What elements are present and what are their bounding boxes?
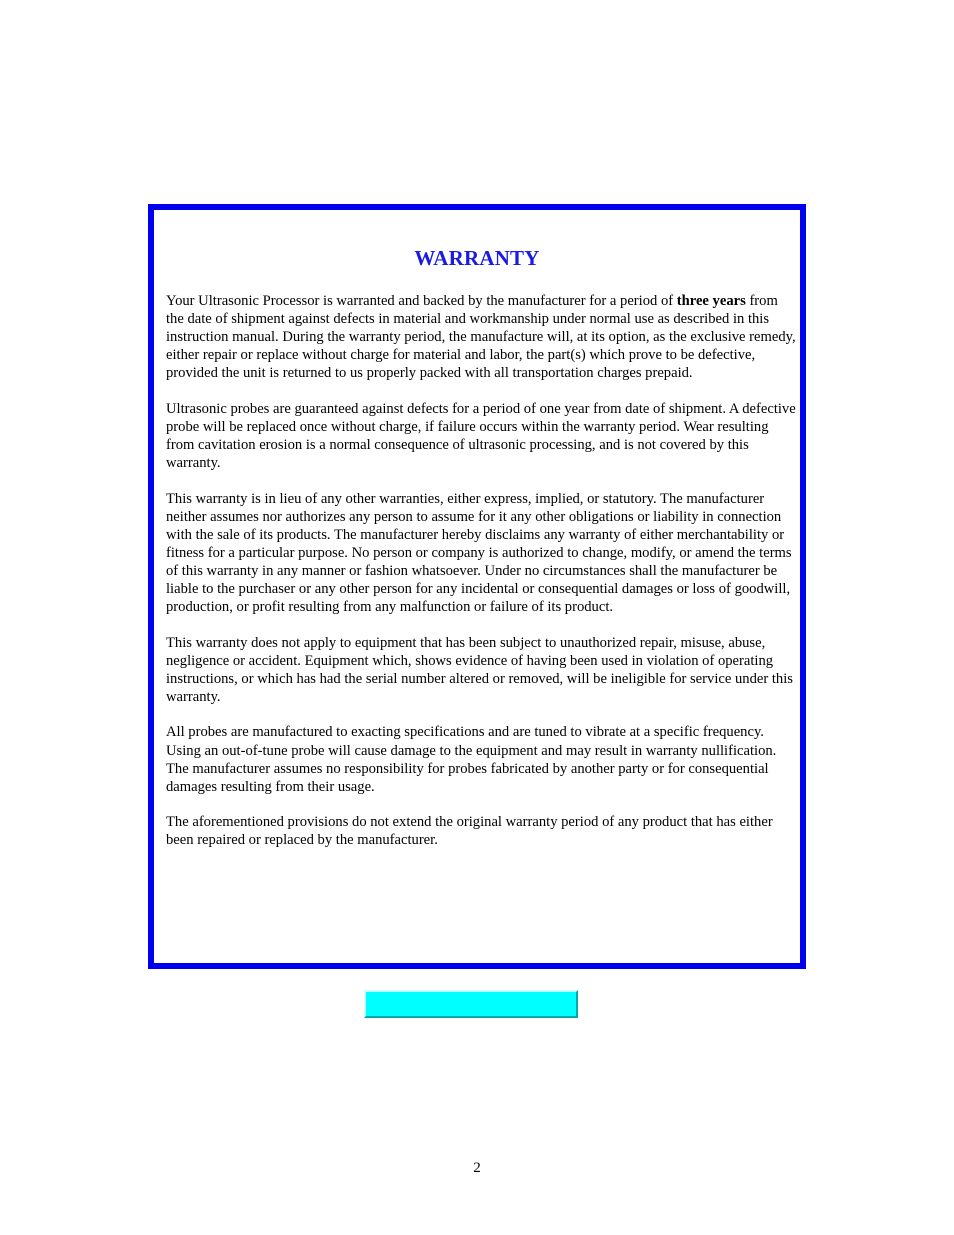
warranty-paragraph-5: All probes are manufactured to exacting specifications and are tuned to vibrate at a specific frequency. Using an out-of-tune probe will cause damage to the equipment and may result in warranty nullification. The manufacturer assumes no responsibility for probes fabricated by another party or for consequential damages resulting from their usage.: [166, 724, 777, 795]
warranty-paragraph-1: [166, 292, 796, 382]
warranty-box: [148, 204, 806, 969]
warranty-paragraph-1-start: Your Ultrasonic Processor is warranted and backed by the manufacturer for a period of: [166, 293, 677, 309]
warranty-paragraph-3: This warranty is in lieu of any other warranties, either express, implied, or statutory. The manufacturer neither assumes nor authorizes any person to assume for it any other obligations or liability in connection with the sale of its products. The manufacturer hereby disclaims any warranty of either merchantability or fitness for a particular purpose. No person or company is authorized to change, modify, or amend the terms of this warranty in any manner or fashion whatsoever. Under no circumstances shall the manufacturer be liable to the purchaser or any other person for any incidental or consequential damages or loss of goodwill, production, or profit resulting from any malfunction or failure of its product.: [166, 490, 792, 616]
page-number: 2: [473, 1160, 481, 1176]
warranty-paragraph-4: This warranty does not apply to equipment that has been subject to unauthorized repair, misuse, abuse, negligence or accident. Equipment which, shows evidence of having been used in violation of operating instructions, or which has had the serial number altered or removed, will be ineligible for service under this warranty.: [166, 634, 793, 705]
warranty-period-bold: three years: [676, 293, 746, 309]
cyan-button[interactable]: [364, 990, 578, 1018]
warranty-paragraph-1-end: from the date of shipment against defects in material and workmanship under normal use as described in this instruction manual. During the warranty period, the manufacture will, at its option, as the exclusive remedy, either repair or replace without charge for material and labor, the part(s) which prove to be defective, provided the unit is returned to us properly packed with all transportation charges prepaid.: [166, 293, 796, 382]
warranty-paragraph-6: The aforementioned provisions do not extend the original warranty period of any product that has either been repaired or replaced by the manufacturer.: [166, 814, 773, 849]
warranty-body: [166, 292, 796, 867]
warranty-title: WARRANTY: [414, 246, 540, 270]
warranty-paragraph-2: Ultrasonic probes are guaranteed against defects for a period of one year from date of shipment. A defective probe will be replaced once without charge, if failure occurs within the warranty period. Wear resulting from cavitation erosion is a normal consequence of ultrasonic processing, and is not covered by this warranty.: [166, 400, 796, 472]
